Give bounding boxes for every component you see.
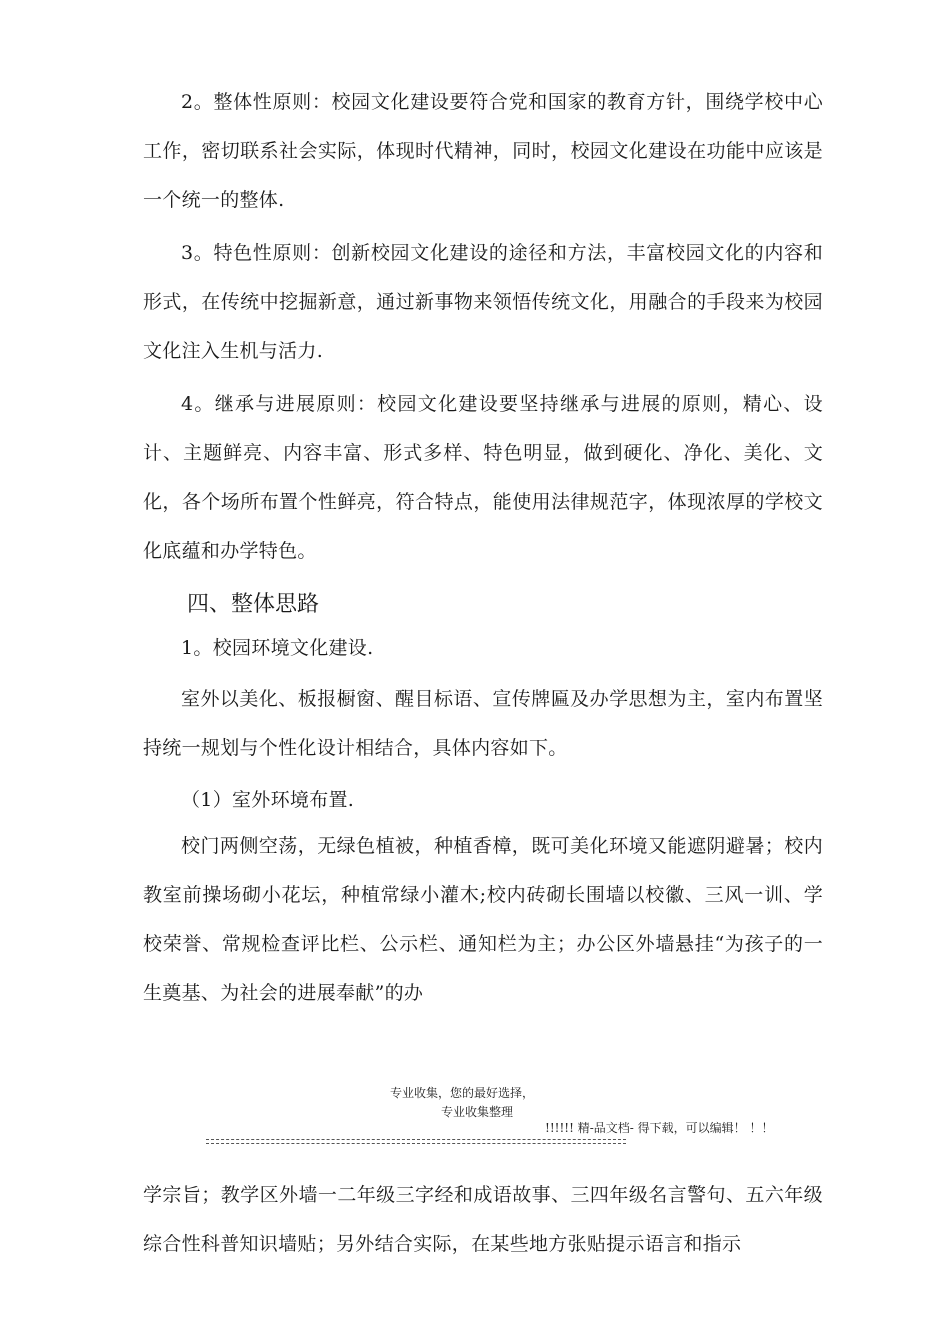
footer-line-1: 专业收集，您的最好选择， <box>390 1086 535 1100</box>
footer-divider-2 <box>206 1143 626 1144</box>
section-heading-overall-approach: 四、整体思路 <box>187 592 320 617</box>
paragraph-school-motto-continued: 学宗旨；教学区外墙一二年级三字经和成语故事、三四年级名言警句、五六年级综合性科普知识墙贴；另外结合实际，在某些地方张贴提示语言和指示 <box>143 1184 823 1255</box>
paragraph-feature-principle: 3。特色性原则：创新校园文化建设的途径和方法，丰富校园文化的内容和形式，在传统中挖掘新意，通过新事物来领悟传统文化，用融合的手段来为校园文化注入生机与活力. <box>143 242 823 362</box>
paragraph-outdoor-layout: （1）室外环境布置. <box>181 789 355 811</box>
footer-line-3: !!!!!! 精-品文档- 得下载，可以编辑！ ！！ <box>545 1121 774 1135</box>
footer-line-2: 专业收集整理 <box>441 1105 514 1119</box>
paragraph-campus-environment: 1。校园环境文化建设. <box>181 637 374 659</box>
footer-divider <box>206 1139 626 1140</box>
paragraph-school-gate: 校门两侧空荡，无绿色植被，种植香樟，既可美化环境又能遮阴避暑；校内教室前操场砌小花坛，种植常绿小灌木;校内砖砌长围墙以校徽、三风一训、学校荣誉、常规检查评比栏、公示栏、通知栏为主；办公区外墙悬挂“为孩子的一生奠基、为社会的进展奉献”的办 <box>143 835 823 1004</box>
paragraph-outdoor-indoor: 室外以美化、板报橱窗、醒目标语、宣传牌匾及办学思想为主，室内布置坚持统一规划与个性化设计相结合，具体内容如下。 <box>143 688 823 759</box>
paragraph-inheritance-principle: 4。继承与进展原则：校园文化建设要坚持继承与进展的原则，精心、设计、主题鲜亮、内容丰富、形式多样、特色明显，做到硬化、净化、美化、文化，各个场所布置个性鲜亮，符合特点，能使用法律规范字，体现浓厚的学校文化底蕴和办学特色。 <box>143 393 823 562</box>
paragraph-integrity-principle: 2。整体性原则：校园文化建设要符合党和国家的教育方针，围绕学校中心工作，密切联系社会实际，体现时代精神，同时，校园文化建设在功能中应该是一个统一的整体. <box>143 91 823 211</box>
